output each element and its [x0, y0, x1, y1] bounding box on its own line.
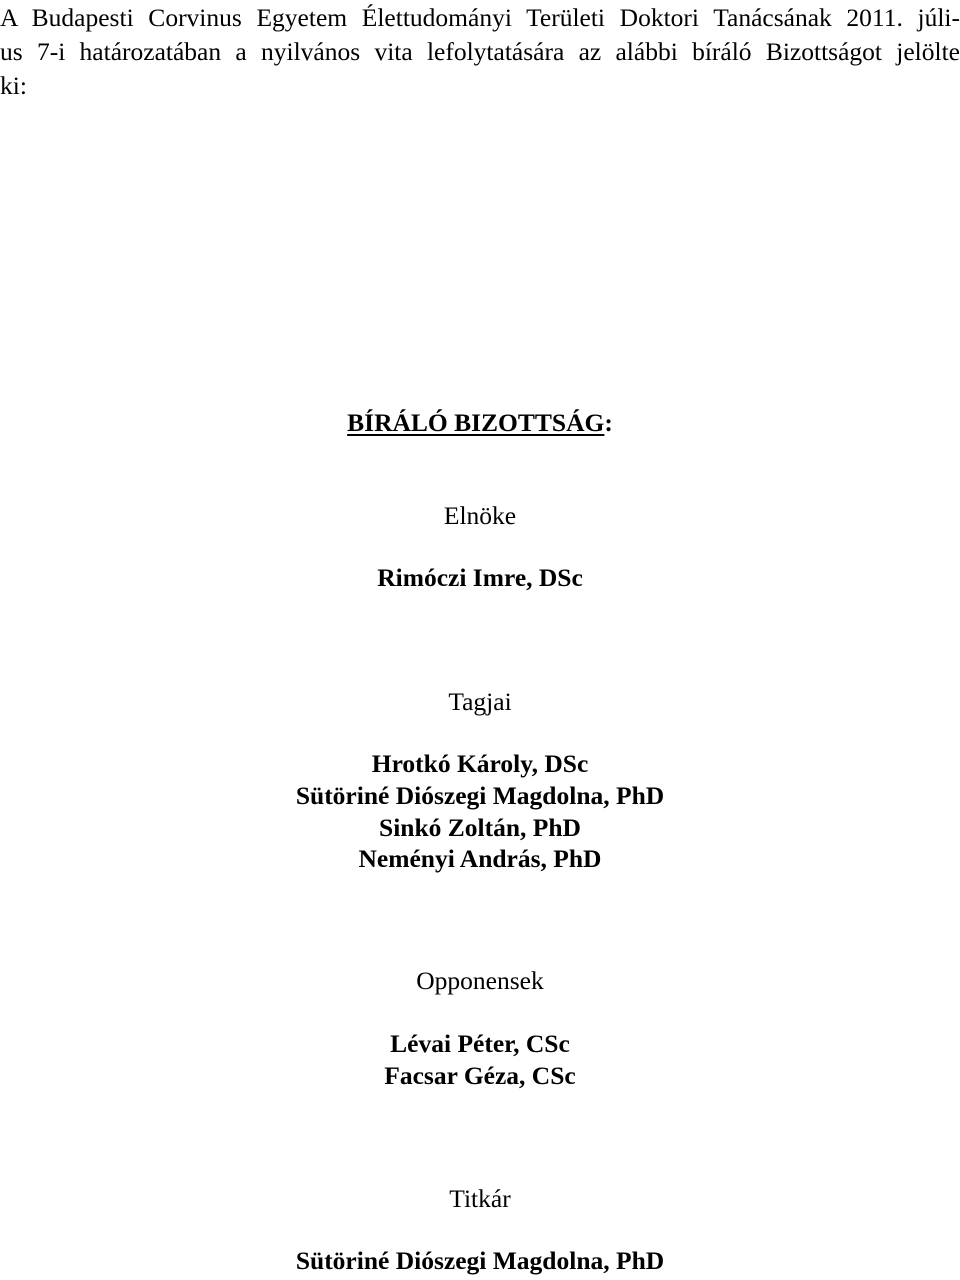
member-3: Sinkó Zoltán, PhD	[379, 813, 581, 842]
secretary-name: Sütöriné Diószegi Magdolna, PhD	[295, 1246, 665, 1275]
committee-title-text: BÍRÁLÓ BIZOTTSÁG	[347, 408, 605, 437]
committee-title-colon: :	[604, 408, 613, 437]
opponent-1: Lévai Péter, CSc	[390, 1029, 570, 1058]
chair-label: Elnöke	[443, 501, 517, 530]
members-label: Tagjai	[448, 687, 512, 716]
member-4: Neményi András, PhD	[358, 844, 602, 873]
member-2: Sütöriné Diószegi Magdolna, PhD	[295, 781, 665, 810]
intro-line-2: us 7-i határozatában a nyilvános vita lefolytatására az alábbi bíráló Bizottságot jelölte	[0, 37, 960, 66]
committee-title	[0, 407, 960, 439]
chair-name: Rimóczi Imre, DSc	[377, 563, 583, 592]
intro-line-1: A Budapesti Corvinus Egyetem Élettudományi Területi Doktori Tanácsának 2011. júli-	[0, 3, 960, 32]
intro-line-3: ki:	[0, 71, 27, 100]
opponent-2: Facsar Géza, CSc	[384, 1061, 576, 1090]
secretary-label: Titkár	[449, 1184, 511, 1213]
opponents-label: Opponensek	[416, 966, 544, 995]
member-1: Hrotkó Károly, DSc	[371, 749, 589, 778]
